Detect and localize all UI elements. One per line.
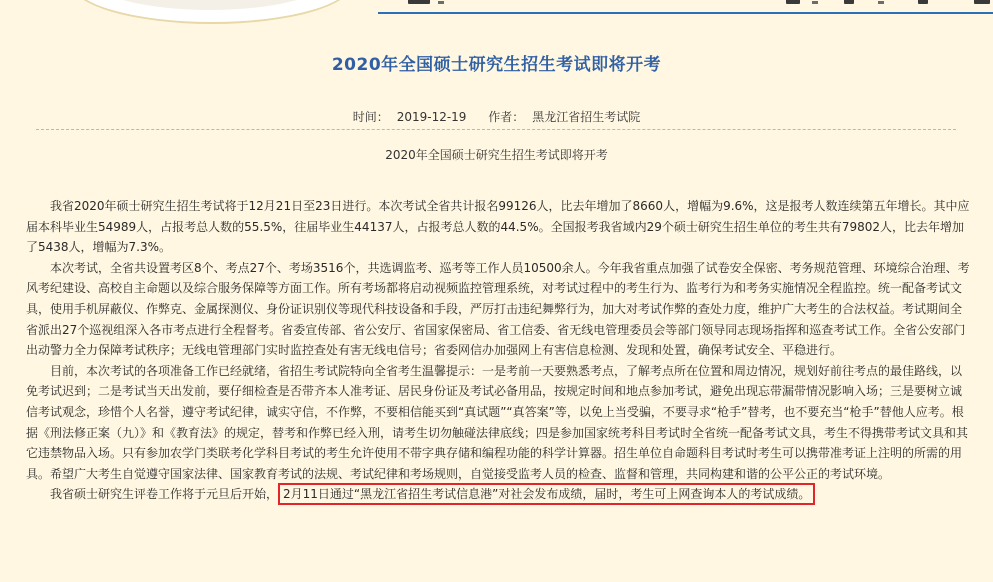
time-label: 时间： [352,110,389,124]
nav-item[interactable] [844,0,854,4]
paragraph-last [26,484,972,505]
nav-separator [878,1,884,4]
last-paragraph-prefix: 我省硕士研究生评卷工作将于元旦后开始， [50,487,279,502]
author-value: 黑龙江省招生考试院 [532,110,641,124]
nav-separator [812,1,818,4]
article-title: 2020年全国硕士研究生招生考试即将开考 [331,55,662,75]
author-label: 作者： [488,110,525,124]
paragraph: 本次考试，全省共设置考区8个、考点27个、考场3516个，共选调监考、巡考等工作人员10500余人。今年我省重点加强了试卷安全保密、考务规范管理、环境综合治理、考风考纪建设、高校自主命题以及综合服务保障等方面工作。所有考场都将启动视频监控管理系统，对考试过程中的考生行为、监考行为和考务实施情况全程监控。统一配备考试文具，使用手机屏蔽仪、作弊克、金属探测仪、身份证识别仪等现代科技设备和手段，严厉打击违纪舞弊行为，加大对考试作弊的查处力度，维护广大考生的合法权益。考试期间全省派出27个巡视组深入各市考点进行全程督考。省委宣传部、省公安厅、省国家保密局、省工信委、省无线电管理委员会等部门领导同志现场指挥和巡查考试工作。全省公安部门出动警力全力保障考试秩序；无线电管理部门实时监控查处有害无线电信号；省委网信办加强网上有害信息检测、发现和处置，确保考试安全、平稳进行。 [26,260,970,358]
top-nav-bar [378,0,993,14]
nav-separator [438,1,444,4]
nav-item[interactable] [974,0,990,4]
time-value: 2019-12-19 [396,110,467,124]
article-meta [0,108,993,125]
nav-item[interactable] [786,0,800,4]
paragraph: 我省2020年硕士研究生招生考试将于12月21日至23日进行。本次考试全省共计报名99126人，比去年增加了8660人，增幅为9.6%，这是报考人数连续第五年增长。其中应届本科毕业生54989人，占报考总人数的55.5%，往届毕业生44137人，占报考总人数的44.5%。全国报考我省域内29个硕士研究生招生单位的考生共有79802人，比去年增加了5438人，增幅为7.3%。 [26,199,970,255]
article-body [26,196,972,505]
article-subtitle: 2020年全国硕士研究生招生考试即将开考 [385,148,608,162]
nav-item[interactable] [918,0,928,4]
nav-item[interactable] [408,0,430,4]
highlighted-notice: 2月11日通过“黑龙江省招生考试信息港”对社会发布成绩，届时，考生可上网查询本人的考试成绩。 [278,483,815,505]
paragraph: 目前，本次考试的各项准备工作已经就绪，省招生考试院特向全省考生温馨提示：一是考前一天要熟悉考点，了解考点所在位置和周边情况，规划好前往考点的最佳路线，以免考试迟到；二是考试当天出发前，要仔细检查是否带齐本人准考证、居民身份证及考试必备用品，按规定时间和地点参加考试，避免出现忘带漏带情况影响入场；三是要树立诚信考试观念，珍惜个人名誉，遵守考试纪律，诚实守信，不作弊，不要相信能买到“真试题”“真答案”等，以免上当受骗，不要寻求“枪手”替考，也不要充当“枪手”替他人应考。根据《刑法修正案（九）》和《教育法》的规定，替考和作弊已经入刑，请考生切勿触碰法律底线；四是参加国家统考科目考试时全省统一配备考试文具，考生不得携带考试文具和其它违禁物品入场。只有参加农学门类联考化学科目考试的考生允许使用不带字典存储和编程功能的科学计算器。招生单位自命题科目考试时考生可以携带准考证上注明的所需的用具。希望广大考生自觉遵守国家法律、国家教育考试的法规、考试纪律和考场规则，自觉接受监考人员的检查、监督和管理，共同构建和谐的公平公正的考试环境。 [26,363,969,481]
divider [36,129,956,130]
site-header [0,0,993,20]
